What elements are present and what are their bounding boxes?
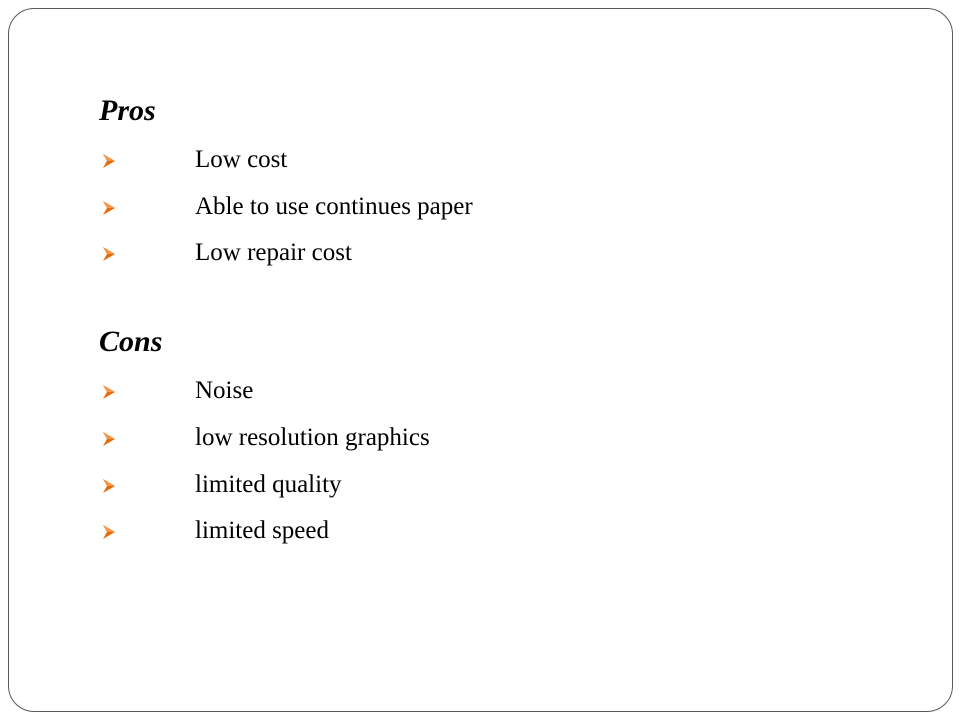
list-item-label: limited quality bbox=[195, 471, 342, 498]
list-item bbox=[101, 238, 352, 268]
list-item bbox=[101, 470, 342, 500]
arrowhead-bullet-icon bbox=[101, 246, 117, 262]
list-item-label: low resolution graphics bbox=[195, 424, 430, 451]
list-item-label: Low repair cost bbox=[195, 239, 352, 266]
arrowhead-bullet-icon bbox=[101, 200, 117, 216]
arrowhead-bullet-icon bbox=[101, 524, 117, 540]
pros-heading: Pros bbox=[99, 94, 156, 127]
slide-frame bbox=[8, 8, 953, 712]
list-item bbox=[101, 516, 329, 546]
arrowhead-bullet-icon bbox=[101, 478, 117, 494]
list-item bbox=[101, 192, 473, 222]
list-item-label: Low cost bbox=[195, 146, 288, 173]
list-item-label: limited speed bbox=[195, 517, 329, 544]
list-item bbox=[101, 376, 254, 406]
arrowhead-bullet-icon bbox=[101, 153, 117, 169]
list-item-label: Able to use continues paper bbox=[195, 193, 473, 220]
cons-heading: Cons bbox=[99, 325, 163, 358]
list-item-label: Noise bbox=[195, 377, 254, 404]
arrowhead-bullet-icon bbox=[101, 384, 117, 400]
arrowhead-bullet-icon bbox=[101, 431, 117, 447]
list-item bbox=[101, 145, 288, 175]
list-item bbox=[101, 423, 430, 453]
